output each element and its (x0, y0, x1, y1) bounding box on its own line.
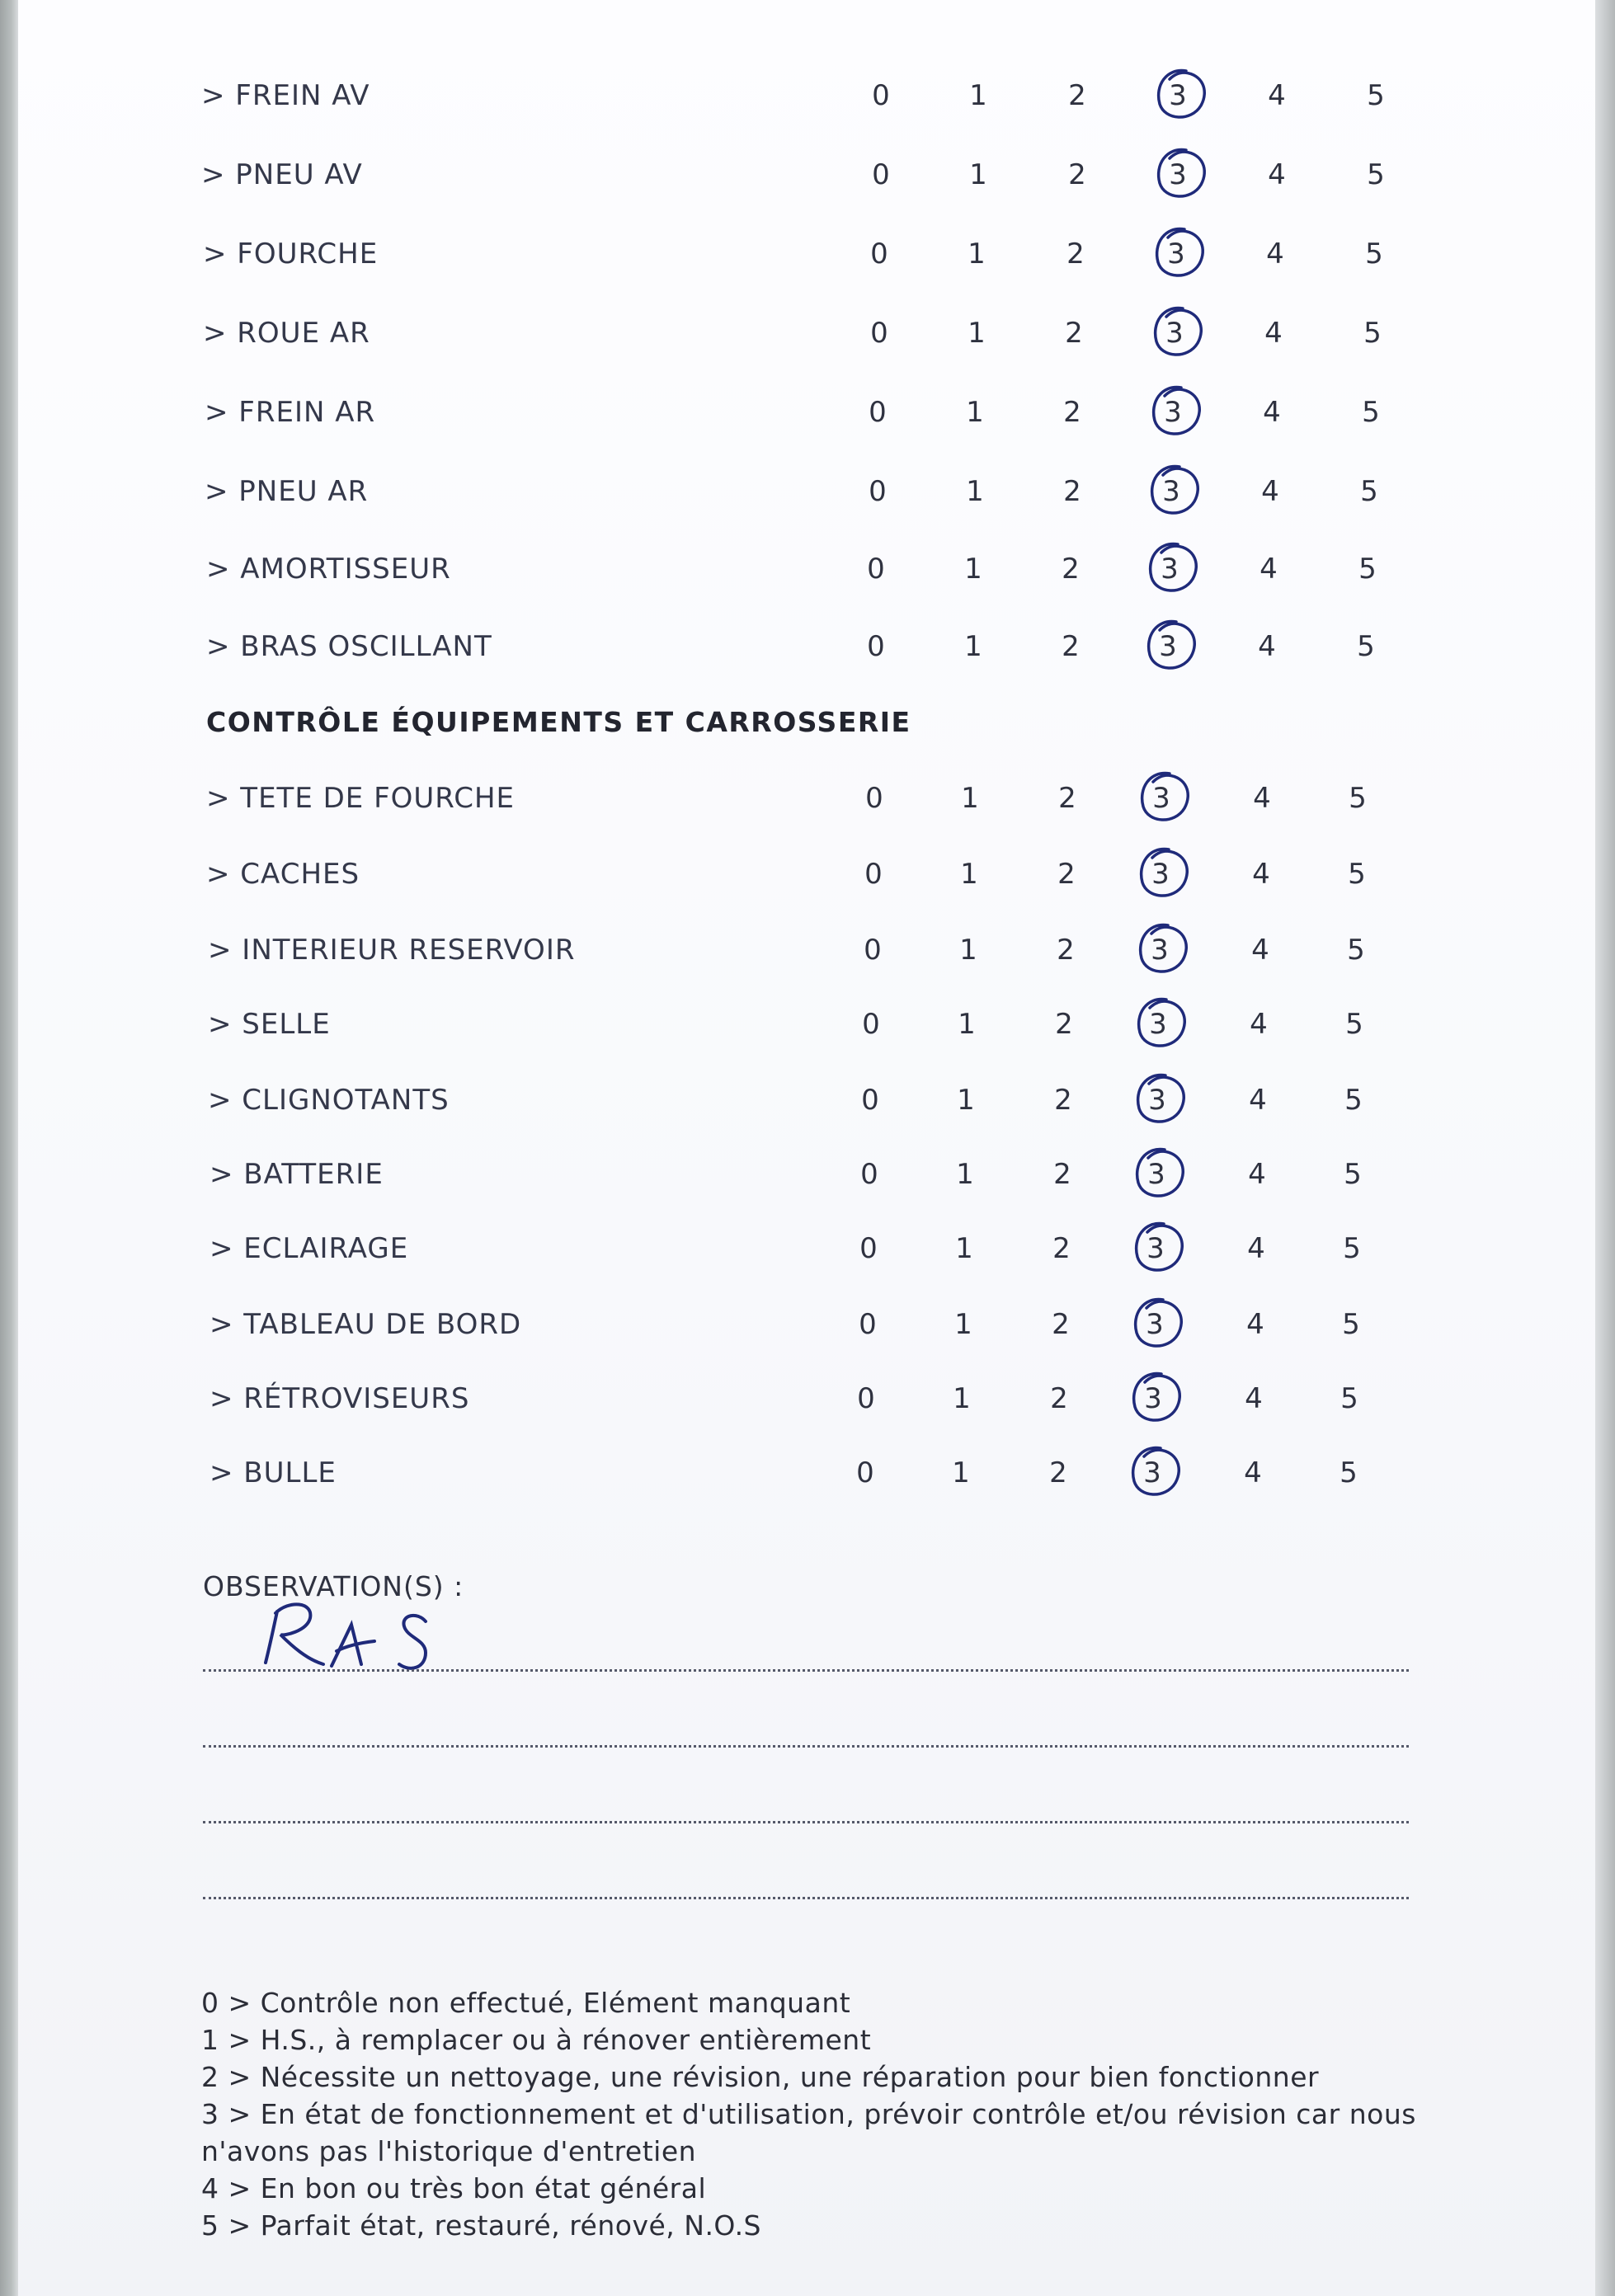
score-option-1[interactable]: 1 (958, 1008, 976, 1041)
score-option-5[interactable]: 5 (1357, 630, 1375, 663)
score-option-3[interactable]: 3 (1151, 858, 1170, 891)
score-option-5[interactable]: 5 (1344, 1084, 1363, 1117)
score-option-5[interactable]: 5 (1342, 1308, 1360, 1341)
score-option-1[interactable]: 1 (957, 1084, 975, 1117)
score-option-2[interactable]: 2 (1066, 238, 1085, 271)
rating-row (0, 630, 1615, 680)
observation-line-4[interactable] (203, 1897, 1409, 1899)
selected-score-circle (1125, 990, 1194, 1059)
row-label: > RÉTROVISEURS (210, 1382, 470, 1415)
score-option-0[interactable]: 0 (856, 1456, 874, 1489)
score-option-0[interactable]: 0 (869, 396, 887, 429)
observation-line-1[interactable] (203, 1669, 1409, 1672)
score-option-3[interactable]: 3 (1162, 475, 1180, 508)
score-option-2[interactable]: 2 (1054, 1084, 1072, 1117)
rating-row (0, 317, 1615, 366)
rating-row (0, 238, 1615, 287)
score-option-0[interactable]: 0 (867, 630, 885, 663)
legend-item-0: 0 > Contrôle non effectué, Elément manquant (201, 1987, 851, 2019)
score-option-3[interactable]: 3 (1151, 934, 1169, 967)
observation-line-3[interactable] (203, 1821, 1409, 1823)
score-option-5[interactable]: 5 (1349, 782, 1367, 815)
score-option-4[interactable]: 4 (1248, 1158, 1266, 1191)
score-option-3[interactable]: 3 (1164, 396, 1182, 429)
rating-row (0, 934, 1615, 983)
row-label: > FOURCHE (203, 238, 379, 271)
score-option-2[interactable]: 2 (1049, 1456, 1067, 1489)
score-option-3[interactable]: 3 (1165, 317, 1184, 350)
score-option-2[interactable]: 2 (1050, 1382, 1068, 1415)
row-label: > CACHES (206, 858, 360, 891)
selected-score-circle (1123, 1214, 1192, 1283)
legend-item-1: 1 > H.S., à remplacer ou à rénover entièrement (201, 2024, 872, 2056)
selected-score-circle (1143, 219, 1212, 289)
score-option-4[interactable]: 4 (1250, 1008, 1268, 1041)
score-option-4[interactable]: 4 (1258, 630, 1276, 663)
score-option-3[interactable]: 3 (1149, 1008, 1167, 1041)
row-label: > SELLE (208, 1008, 331, 1041)
legend-item-4: 4 > En bon ou très bon état général (201, 2172, 707, 2204)
score-option-5[interactable]: 5 (1367, 158, 1385, 191)
score-option-3[interactable]: 3 (1147, 1232, 1165, 1265)
row-label: > FREIN AV (201, 79, 370, 112)
score-option-5[interactable]: 5 (1347, 934, 1365, 967)
score-option-5[interactable]: 5 (1360, 475, 1378, 508)
score-option-1[interactable]: 1 (961, 782, 979, 815)
selected-score-circle (1140, 378, 1209, 447)
score-option-3[interactable]: 3 (1161, 553, 1179, 586)
score-option-3[interactable]: 3 (1143, 1456, 1161, 1489)
score-option-1[interactable]: 1 (964, 630, 982, 663)
score-option-4[interactable]: 4 (1244, 1456, 1262, 1489)
score-option-1[interactable]: 1 (954, 1308, 972, 1341)
score-option-3[interactable]: 3 (1147, 1158, 1165, 1191)
score-option-0[interactable]: 0 (867, 553, 885, 586)
score-option-2[interactable]: 2 (1053, 1158, 1071, 1191)
score-option-2[interactable]: 2 (1057, 934, 1075, 967)
score-option-3[interactable]: 3 (1169, 158, 1187, 191)
score-option-4[interactable]: 4 (1266, 238, 1284, 271)
score-option-1[interactable]: 1 (969, 158, 987, 191)
selected-score-circle (1120, 1364, 1189, 1433)
observations-label: OBSERVATION(S) : (203, 1570, 464, 1602)
score-option-4[interactable]: 4 (1260, 553, 1278, 586)
score-option-4[interactable]: 4 (1261, 475, 1279, 508)
selected-score-circle (1119, 1438, 1189, 1508)
score-option-1[interactable]: 1 (952, 1456, 970, 1489)
section-title: CONTRÔLE ÉQUIPEMENTS ET CARROSSERIE (206, 706, 911, 738)
row-label: > CLIGNOTANTS (208, 1084, 450, 1117)
score-option-5[interactable]: 5 (1340, 1382, 1358, 1415)
rating-row (0, 1232, 1615, 1282)
score-option-2[interactable]: 2 (1065, 317, 1083, 350)
score-option-0[interactable]: 0 (870, 238, 888, 271)
score-option-5[interactable]: 5 (1343, 1232, 1361, 1265)
row-label: > INTERIEUR RESERVOIR (208, 934, 576, 967)
selected-score-circle (1135, 612, 1204, 681)
row-label: > BRAS OSCILLANT (206, 630, 492, 663)
score-option-5[interactable]: 5 (1367, 79, 1385, 112)
score-option-0[interactable]: 0 (872, 79, 890, 112)
row-label: > PNEU AR (205, 475, 369, 508)
score-option-4[interactable]: 4 (1268, 158, 1286, 191)
score-option-3[interactable]: 3 (1169, 79, 1187, 112)
score-option-4[interactable]: 4 (1249, 1084, 1267, 1117)
rating-row (0, 396, 1615, 445)
selected-score-circle (1128, 840, 1197, 909)
score-option-1[interactable]: 1 (953, 1382, 971, 1415)
score-option-4[interactable]: 4 (1264, 317, 1283, 350)
score-option-0[interactable]: 0 (859, 1308, 877, 1341)
score-option-2[interactable]: 2 (1063, 396, 1081, 429)
row-label: > TETE DE FOURCHE (206, 782, 515, 815)
score-option-1[interactable]: 1 (960, 858, 978, 891)
score-option-2[interactable]: 2 (1055, 1008, 1073, 1041)
score-option-1[interactable]: 1 (966, 475, 984, 508)
score-option-1[interactable]: 1 (968, 317, 986, 350)
selected-score-circle (1142, 299, 1211, 368)
score-option-0[interactable]: 0 (860, 1158, 878, 1191)
score-option-5[interactable]: 5 (1358, 553, 1377, 586)
rating-row (0, 1456, 1615, 1506)
score-option-5[interactable]: 5 (1365, 238, 1383, 271)
score-option-2[interactable]: 2 (1062, 553, 1080, 586)
rating-row (0, 158, 1615, 208)
score-option-3[interactable]: 3 (1159, 630, 1177, 663)
rating-row (0, 475, 1615, 525)
selected-score-circle (1145, 61, 1214, 130)
score-option-4[interactable]: 4 (1268, 79, 1286, 112)
selected-score-circle (1128, 764, 1198, 833)
score-option-5[interactable]: 5 (1344, 1158, 1362, 1191)
selected-score-circle (1127, 915, 1196, 985)
score-option-0[interactable]: 0 (872, 158, 890, 191)
score-option-5[interactable]: 5 (1345, 1008, 1363, 1041)
row-label: > BATTERIE (210, 1158, 384, 1191)
score-option-4[interactable]: 4 (1245, 1382, 1263, 1415)
score-option-5[interactable]: 5 (1363, 317, 1382, 350)
score-option-2[interactable]: 2 (1058, 782, 1076, 815)
observation-line-2[interactable] (203, 1745, 1409, 1748)
score-option-1[interactable]: 1 (964, 553, 982, 586)
score-option-2[interactable]: 2 (1063, 475, 1081, 508)
rating-row (0, 1158, 1615, 1207)
score-option-1[interactable]: 1 (959, 934, 977, 967)
legend-item-3: 3 > En état de fonctionnement et d'utilisation, prévoir contrôle et/ou révision car nous n'avons pas l'historique d'entretien (201, 2098, 1416, 2167)
score-option-3[interactable]: 3 (1148, 1084, 1166, 1117)
row-label: > AMORTISSEUR (206, 553, 451, 586)
rating-row (0, 1382, 1615, 1432)
score-option-1[interactable]: 1 (966, 396, 984, 429)
score-option-5[interactable]: 5 (1340, 1456, 1358, 1489)
selected-score-circle (1145, 140, 1214, 209)
row-label: > BULLE (210, 1456, 337, 1489)
selected-score-circle (1123, 1140, 1193, 1209)
score-option-1[interactable]: 1 (956, 1158, 974, 1191)
score-option-3[interactable]: 3 (1146, 1308, 1164, 1341)
score-option-1[interactable]: 1 (968, 238, 986, 271)
row-label: > PNEU AV (201, 158, 363, 191)
row-label: > TABLEAU DE BORD (210, 1308, 522, 1341)
score-option-0[interactable]: 0 (870, 317, 888, 350)
score-option-1[interactable]: 1 (955, 1232, 973, 1265)
rating-row (0, 1084, 1615, 1133)
score-option-2[interactable]: 2 (1052, 1232, 1071, 1265)
selected-score-circle (1137, 534, 1206, 604)
rating-legend (201, 1984, 1455, 2244)
selected-score-circle (1138, 457, 1208, 526)
rating-row (0, 79, 1615, 129)
rating-row (0, 1308, 1615, 1357)
row-label: > ROUE AR (203, 317, 370, 350)
score-option-0[interactable]: 0 (861, 1084, 879, 1117)
score-option-0[interactable]: 0 (859, 1232, 878, 1265)
score-option-0[interactable]: 0 (857, 1382, 875, 1415)
row-label: > ECLAIRAGE (210, 1232, 409, 1265)
score-option-5[interactable]: 5 (1362, 396, 1380, 429)
score-option-4[interactable]: 4 (1251, 934, 1269, 967)
score-option-4[interactable]: 4 (1247, 1232, 1265, 1265)
score-option-4[interactable]: 4 (1252, 858, 1270, 891)
score-option-4[interactable]: 4 (1263, 396, 1281, 429)
selected-score-circle (1122, 1290, 1191, 1359)
score-option-0[interactable]: 0 (862, 1008, 880, 1041)
rating-row (0, 553, 1615, 602)
score-option-0[interactable]: 0 (865, 782, 883, 815)
score-option-0[interactable]: 0 (864, 858, 883, 891)
rating-row (0, 858, 1615, 907)
score-option-5[interactable]: 5 (1348, 858, 1366, 891)
score-option-2[interactable]: 2 (1052, 1308, 1070, 1341)
legend-item-2: 2 > Nécessite un nettoyage, une révision, une réparation pour bien fonctionner (201, 2061, 1320, 2093)
score-option-3[interactable]: 3 (1167, 238, 1185, 271)
selected-score-circle (1124, 1066, 1194, 1135)
rating-row (0, 782, 1615, 831)
score-option-0[interactable]: 0 (864, 934, 882, 967)
score-option-1[interactable]: 1 (969, 79, 987, 112)
score-option-2[interactable]: 2 (1068, 158, 1086, 191)
score-option-0[interactable]: 0 (869, 475, 887, 508)
score-option-2[interactable]: 2 (1062, 630, 1080, 663)
legend-item-5: 5 > Parfait état, restauré, rénové, N.O.S (201, 2209, 762, 2242)
score-option-3[interactable]: 3 (1144, 1382, 1162, 1415)
score-option-3[interactable]: 3 (1152, 782, 1170, 815)
rating-row (0, 1008, 1615, 1057)
score-option-4[interactable]: 4 (1253, 782, 1271, 815)
row-label: > FREIN AR (205, 396, 376, 429)
score-option-2[interactable]: 2 (1068, 79, 1086, 112)
score-option-2[interactable]: 2 (1057, 858, 1076, 891)
score-option-4[interactable]: 4 (1246, 1308, 1264, 1341)
